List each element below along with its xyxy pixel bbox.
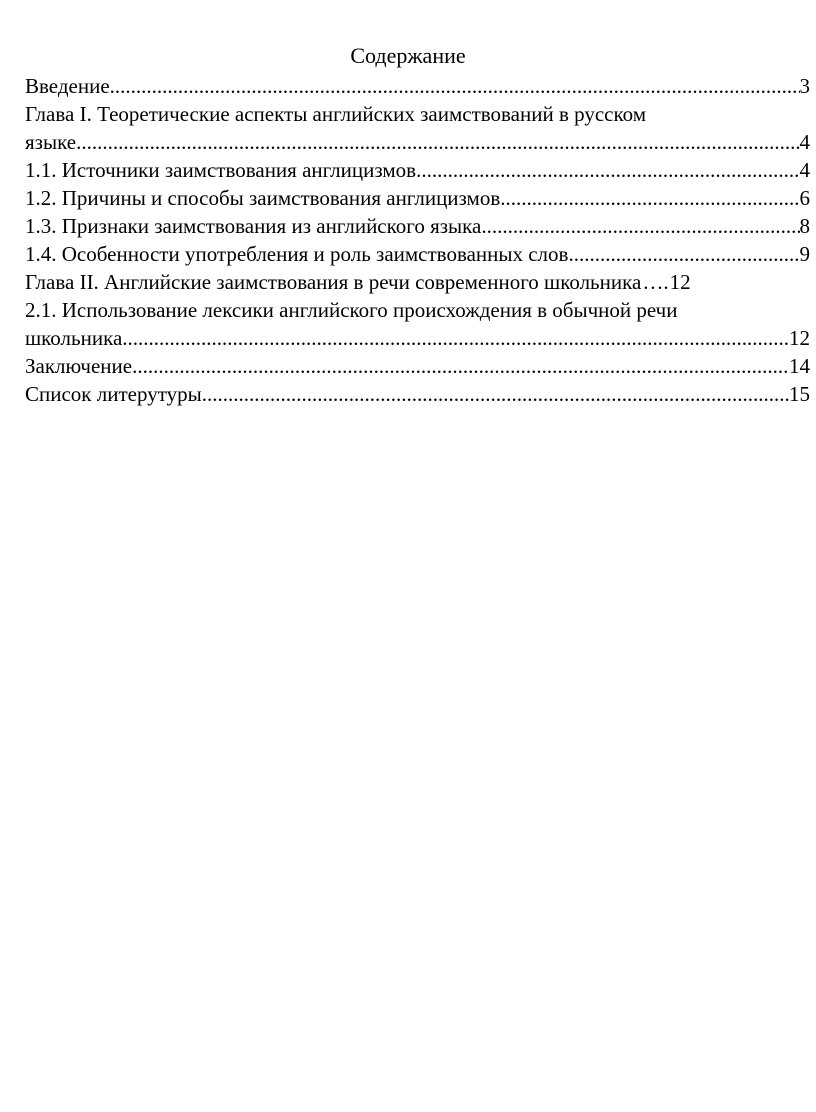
toc-page-number: 9 [799, 242, 810, 266]
dot-leader [76, 128, 799, 156]
toc-entry-bibliography [25, 380, 810, 408]
toc-page-number: 12 [669, 270, 691, 294]
toc-entry-introduction [25, 72, 810, 100]
toc-page-number: 14 [789, 354, 810, 378]
toc-entry-2-1 [25, 296, 810, 324]
dot-leader [416, 156, 799, 184]
toc-entry-text: 1.2. Причины и способы заимствования англицизмов [25, 186, 501, 210]
toc-page-number: 6 [799, 186, 810, 210]
toc-entry-2-1-continuation [25, 324, 810, 352]
toc-entry-1-3 [25, 212, 810, 240]
toc-entry-chapter-1 [25, 100, 810, 128]
table-of-contents [25, 72, 810, 408]
dot-leader [110, 72, 800, 100]
toc-entry-1-4 [25, 240, 810, 268]
toc-page-number: 4 [799, 130, 810, 154]
dot-leader [568, 240, 799, 268]
toc-entry-text: Заключение [25, 354, 133, 378]
toc-entry-1-1 [25, 156, 810, 184]
toc-entry-text: Введение [25, 74, 110, 98]
toc-entry-text: 2.1. Использование лексики английского происхождения в обычной речи [25, 298, 678, 322]
toc-page-number: 12 [789, 326, 810, 350]
toc-page-number: 15 [789, 382, 810, 406]
dot-leader [132, 352, 789, 380]
toc-entry-text-continuation: школьника [25, 326, 123, 350]
toc-entry-text: 1.1. Источники заимствования англицизмов [25, 158, 417, 182]
dot-leader [122, 324, 789, 352]
toc-entry-conclusion [25, 352, 810, 380]
dot-leader [481, 212, 799, 240]
dot-leader [202, 380, 789, 408]
toc-page-number: 4 [799, 158, 810, 182]
toc-entry-text: 1.4. Особенности употребления и роль заимствованных слов [25, 242, 569, 266]
toc-entry-text: Глава II. Английские заимствования в речи современного школьника [25, 270, 642, 294]
toc-page-number: 8 [799, 214, 810, 238]
toc-entry-chapter-2 [25, 268, 810, 296]
dot-leader [500, 184, 799, 212]
toc-entry-text-continuation: языке [25, 130, 77, 154]
toc-entry-chapter-1-continuation [25, 128, 810, 156]
toc-entry-text: Глава I. Теоретические аспекты английских заимствований в русском [25, 102, 647, 126]
toc-title: Содержание [350, 43, 466, 68]
toc-entry-text: 1.3. Признаки заимствования из английского языка [25, 214, 482, 238]
toc-entry-separator: …. [642, 270, 669, 294]
toc-entry-1-2 [25, 184, 810, 212]
toc-entry-text: Список литерутуры [25, 382, 202, 406]
toc-page-number: 3 [799, 74, 810, 98]
